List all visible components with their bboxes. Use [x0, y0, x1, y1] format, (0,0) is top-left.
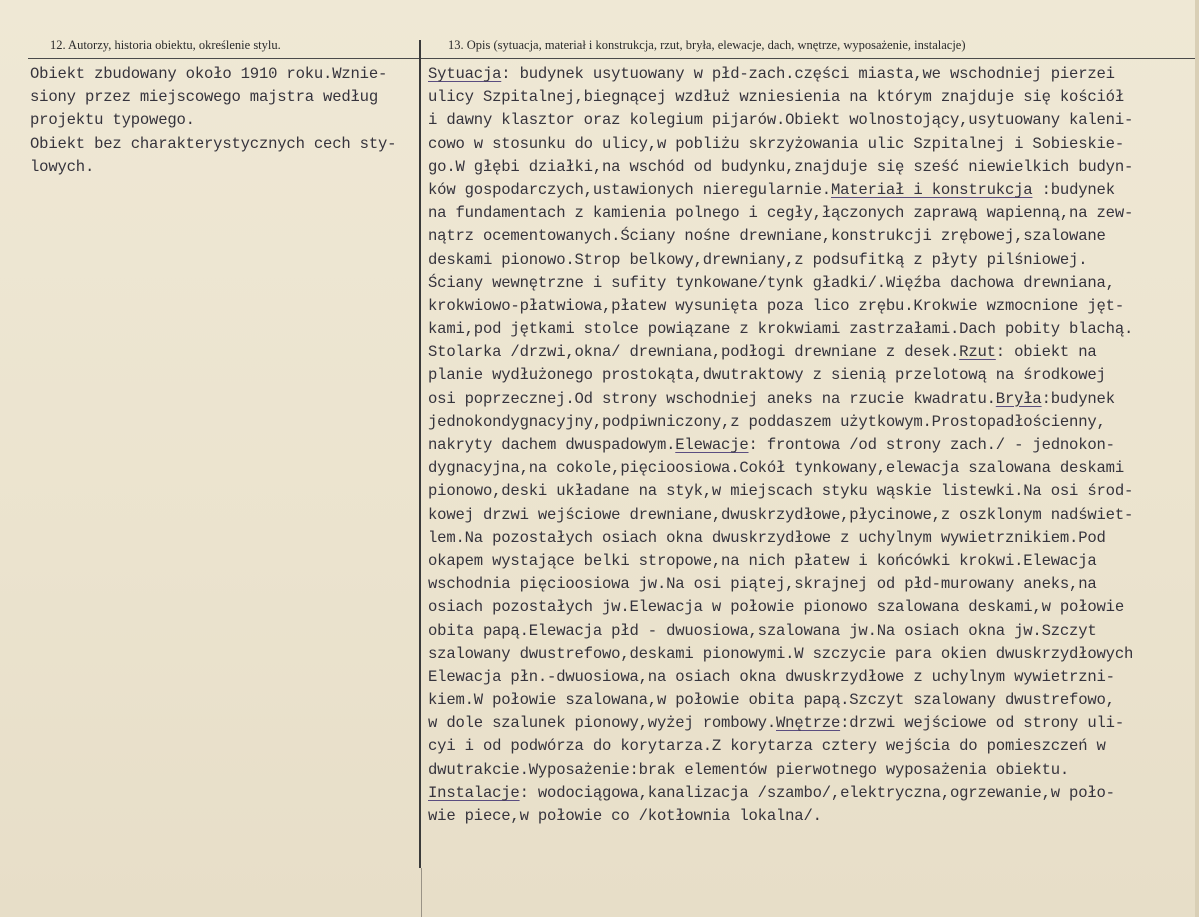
text-line: Obiekt bez charakterystycznych cech sty- — [30, 134, 397, 153]
authors-history-text — [30, 63, 396, 179]
header-rule — [28, 58, 1199, 59]
text-segment: cowo w stosunku do ulicy,w pobliżu skrzyżowania ulic Szpitalnej i Sobieskie- — [428, 134, 1124, 153]
text-segment: ulicy Szpitalnej,biegnącej wzdłuż wzniesienia na którym znajduje się kościół — [428, 88, 1124, 107]
text-segment: szalowany dwustrefowo,deskami pionowymi.W szczycie para okien dwuskrzydłowych — [428, 644, 1134, 663]
text-line — [428, 341, 1133, 364]
text-segment: okapem wystające belki stropowe,na nich płatew i końcówki krokwi.Elewacja — [428, 551, 1097, 570]
text-line — [428, 689, 1133, 712]
text-segment: ków gospodarczych,ustawionych nieregularnie. — [428, 180, 831, 199]
column-divider — [419, 40, 421, 868]
text-line — [428, 805, 1133, 828]
text-line — [428, 272, 1133, 295]
section-12-heading: 12. Autorzy, historia obiektu, określenie stylu. — [50, 38, 281, 52]
text-line — [428, 434, 1133, 457]
section-label: Materiał i konstrukcja — [830, 180, 1033, 199]
text-segment: kiem.W połowie szalowana,w połowie obita papą.Szczyt szalowany dwustrefowo, — [428, 691, 1115, 710]
column-divider-faint — [421, 868, 422, 917]
text-segment: :budynek — [1032, 180, 1115, 199]
text-segment: Elewacja płn.-dwuosiowa,na osiach okna dwuskrzydłowe z uchylnym wywietrzni- — [428, 667, 1115, 686]
text-line — [428, 133, 1133, 156]
text-line — [428, 620, 1133, 643]
text-segment: planie wydłużonego prostokąta,dwutraktowy z sienią przelotową na środkowej — [428, 366, 1106, 385]
text-line — [428, 504, 1133, 527]
text-segment: kowej drzwi wejściowe drewniane,dwuskrzydłowe,płycinowe,z oszklonym nadświet- — [428, 505, 1134, 524]
section-label: Instalacje — [428, 783, 520, 802]
section-13-heading: 13. Opis (sytuacja, materiał i konstrukcja, rzut, bryła, elewacje, dach, wnętrze, wyposażenie, instalacje) — [448, 38, 966, 52]
text-segment: krokwiowo-płatwiowa,płatew wysunięta poza lico zrębu.Krokwie wzmocnione jęt- — [428, 296, 1124, 315]
text-segment: wie piece,w połowie co /kotłownia lokalna/. — [428, 807, 822, 825]
text-line — [428, 782, 1133, 805]
section-label: Rzut — [959, 343, 996, 362]
text-segment: : obiekt na — [995, 343, 1097, 362]
text-segment: na fundamentach z kamienia polnego i cegły,łączonych zaprawą wapienną,na zew- — [428, 204, 1134, 223]
text-line — [428, 527, 1133, 550]
text-segment: :budynek — [1041, 389, 1115, 408]
text-segment: cyi i od podwórza do korytarza.Z korytarza cztery wejścia do pomieszczeń w — [428, 737, 1106, 756]
text-segment: dwutrakcie.Wyposażenie:brak elementów pierwotnego wyposażenia obiektu. — [428, 760, 1070, 779]
text-line — [428, 295, 1133, 318]
section-label: Elewacje — [675, 436, 749, 454]
text-segment: Stolarka /drzwi,okna/ drewniana,podłogi drewniane z desek. — [428, 343, 960, 362]
section-label: Bryła — [995, 389, 1042, 408]
description-text — [428, 63, 1133, 828]
text-segment: lem.Na pozostałych osiach okna dwuskrzydłowe z uchylnym wywietrznikiem.Pod — [428, 528, 1106, 547]
text-line — [428, 712, 1133, 735]
text-line — [428, 318, 1133, 341]
text-line — [428, 109, 1133, 132]
text-line — [428, 666, 1133, 689]
text-line: Obiekt zbudowany około 1910 roku.Wznie- — [30, 65, 388, 83]
text-line — [428, 179, 1133, 202]
text-segment: : budynek usytuowany w płd-zach.części miasta,we wschodniej pierzei — [501, 65, 1115, 83]
text-line: lowych. — [30, 157, 95, 176]
text-segment: osi poprzecznej.Od strony wschodniej aneks na rzucie kwadratu. — [428, 389, 996, 408]
text-line: projektu typowego. — [30, 111, 195, 130]
text-line — [428, 480, 1133, 503]
text-line — [428, 759, 1133, 782]
text-segment: osiach pozostałych jw.Elewacja w połowie pionowo szalowana deskami,w połowie — [428, 598, 1124, 617]
text-line: siony przez miejscowego majstra według — [30, 88, 378, 107]
text-segment: kami,pod jętkami stolce powiązane z krokwiami zastrzałami.Dach pobity blachą. — [428, 320, 1134, 339]
text-line — [428, 388, 1133, 411]
text-segment: dygnacyjna,na cokole,pięcioosiowa.Cokół tynkowany,elewacja szalowana deskami — [428, 459, 1124, 478]
text-line — [428, 457, 1133, 480]
text-segment: nątrz ocementowanych.Ściany nośne drewniane,konstrukcji zrębowej,szalowane — [428, 227, 1106, 246]
text-line — [428, 86, 1133, 109]
text-line — [428, 63, 1133, 86]
text-line — [428, 202, 1133, 225]
text-segment: jednokondygnacyjny,podpiwniczony,z poddaszem użytkowym.Prostopadłościenny, — [428, 412, 1106, 431]
text-segment: w dole szalunek pionowy,wyżej rombowy. — [428, 714, 776, 733]
text-line — [428, 550, 1133, 573]
text-line — [428, 364, 1133, 387]
text-segment: Ściany wewnętrzne i sufity tynkowane/tynk gładki/.Więźba dachowa drewniana, — [428, 273, 1115, 292]
text-segment: pionowo,deski układane na styk,w miejscach styku wąskie listewki.Na osi środ- — [428, 482, 1134, 501]
text-segment: go.W głębi działki,na wschód od budynku,znajduje się sześć niewielkich budyn- — [428, 157, 1134, 176]
text-line — [428, 596, 1133, 619]
text-segment: deskami pionowo.Strop belkowy,drewniany,z podsufitką z płyty pilśniowej. — [428, 250, 1088, 269]
text-line — [428, 156, 1133, 179]
text-segment: obita papą.Elewacja płd - dwuosiowa,szalowana jw.Na osiach okna jw.Szczyt — [428, 621, 1097, 640]
section-label: Sytuacja — [428, 65, 502, 83]
text-segment: nakryty dachem dwuspadowym. — [428, 436, 676, 454]
text-line — [428, 249, 1133, 272]
text-line — [428, 735, 1133, 758]
text-segment: wschodnia pięcioosiowa jw.Na osi piątej,skrajnej od płd-murowany aneks,na — [428, 575, 1097, 594]
text-line — [428, 573, 1133, 596]
text-line — [428, 225, 1133, 248]
section-label: Wnętrze — [776, 714, 841, 733]
text-segment: : frontowa /od strony zach./ - jednokon- — [748, 436, 1115, 454]
page-edge — [1195, 0, 1199, 917]
text-line — [428, 643, 1133, 666]
text-segment: :drzwi wejściowe od strony uli- — [840, 714, 1125, 733]
text-line — [428, 411, 1133, 434]
text-segment: i dawny klasztor oraz kolegium pijarów.Obiekt wolnostojący,usytuowany kaleni- — [428, 111, 1134, 130]
text-segment: : wodociągowa,kanalizacja /szambo/,elektryczna,ogrzewanie,w poło- — [519, 783, 1115, 802]
